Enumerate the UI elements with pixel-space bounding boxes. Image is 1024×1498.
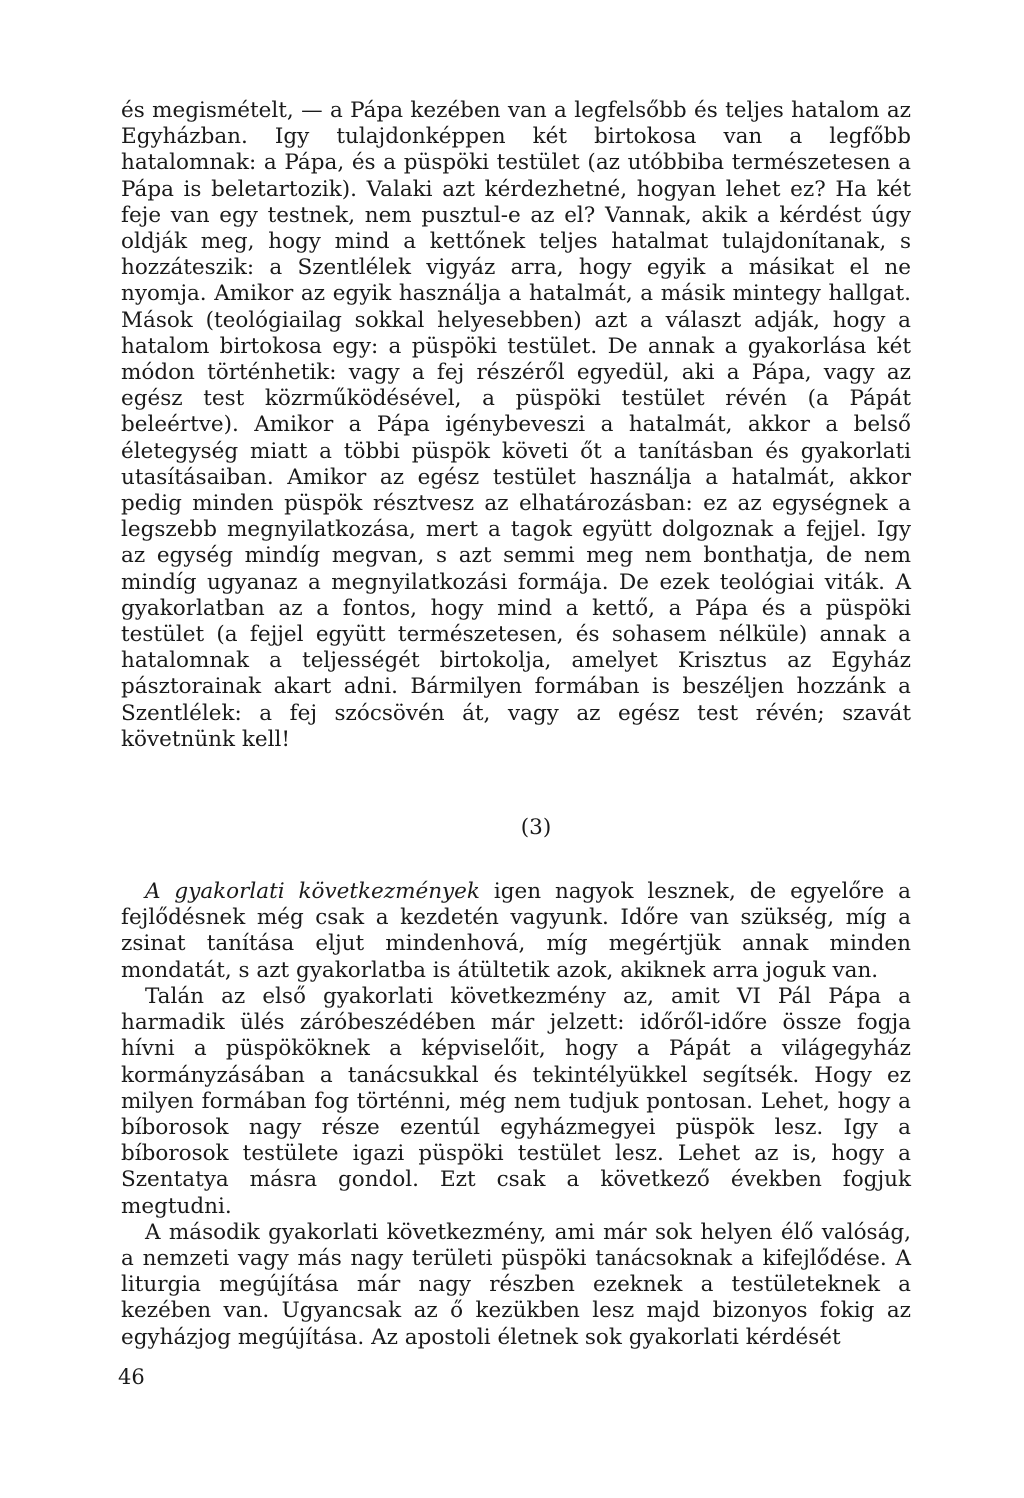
- page-number: 46: [118, 1365, 145, 1389]
- section-number: (3): [520, 815, 552, 841]
- paragraph-2-italic-lead: A gyakorlati következmények: [145, 879, 480, 905]
- paragraph-3: Talán az első gyakorlati következmény az, amit VI Pál Pápa a harmadik ülés záróbeszédében már jelzett: időről-időre össze fogja hívni a püspököknek a képviselőit, hogy a Pápát a világegyház kormányzásában a tanácsukkal és tekintélyükkel segítsék. Hogy ez milyen formában fog történni, még nem tudjuk pontosan. Lehet, hogy a bíborosok nagy része ezentúl egyházmegyei püspök lesz. Igy a bíborosok testülete igazi püspöki testület lesz. Lehet az is, hogy a Szentatya másra gondol. Ezt csak a következő években fogjuk megtudni.: [121, 983, 911, 1219]
- paragraph-2-text: igen nagyok lesznek, de egyelőre a fejlődésnek még csak a kezdetén vagyunk. Időre van szükség, míg a zsinat tanítása eljut mindenhová, míg megértjük annak minden mondatát, s azt gyakorlatba is átültetik azok, akiknek arra joguk van.: [121, 879, 911, 983]
- paragraph-1: és megismételt, — a Pápa kezében van a legfelsőbb és teljes hatalom az Egyházban. Igy tulajdonképpen két birtokosa van a legfőbb hatalomnak: a Pápa, és a püspöki testület (az utóbbiba természetesen a Pápa is beletartozik). Valaki azt kérdezhetné, hogyan lehet ez? Ha két feje van egy testnek, nem pusztul-e az el? Vannak, akik a kérdést úgy oldják meg, hogy mind a kettőnek teljes hatalmat tulajdonítanak, s hozzáteszik: a Szentlélek vigyáz arra, hogy egyik a másikat el ne nyomja. Amikor az egyik használja a hatalmát, a másik mintegy hallgat. Mások (teológiailag sokkal helyesebben) azt a választ adják, hogy a hatalom birtokosa egy: a püspöki testület. De annak a gyakorlása két módon történhetik: vagy a fej részéről egyedül, aki a Pápa, vagy az egész test közrműködésével, a püspöki testület révén (a Pápát beleértve). Amikor a Pápa igénybeveszi a hatalmát, akkor a belső életegység miatt a többi püspök követi őt a tanításban és gyakorlati utasításaiban. Amikor az egész testület használja a hatalmát, akkor pedig minden püspök résztvesz az elhatározásban: ez az egységnek a legszebb megnyilatkozása, mert a tagok együtt dolgoznak a fejjel. Igy az egység mindíg megvan, s azt semmi meg nem bonthatja, de nem mindíg ugyanaz a megnyilatkozási formája. De ezek teológiai viták. A gyakorlatban az a fontos, hogy mind a kettő, a Pápa és a püspöki testület (a fejjel együtt természetesen, és sohasem nélküle) annak a hatalomnak a teljességét birtokolja, amelyet Krisztus az Egyház pásztorainak akart adni. Bármilyen formában is beszéljen hozzánk a Szentlélek: a fej szócsövén át, vagy az egész test révén; szavát követnünk kell!: [121, 98, 911, 752]
- paragraph-4: A második gyakorlati következmény, ami már sok helyen élő valóság, a nemzeti vagy más nagy területi püspöki tanácsoknak a kifejlődése. A liturgia megújítása már nagy részben ezeknek a testületeknek a kezében van. Ugyancsak az ő kezükben lesz majd bizonyos fokig az egyházjog megújítása. Az apostoli életnek sok gyakorlati kérdését: [121, 1219, 911, 1350]
- paragraph-2: [121, 879, 911, 984]
- page-body: [121, 98, 911, 1351]
